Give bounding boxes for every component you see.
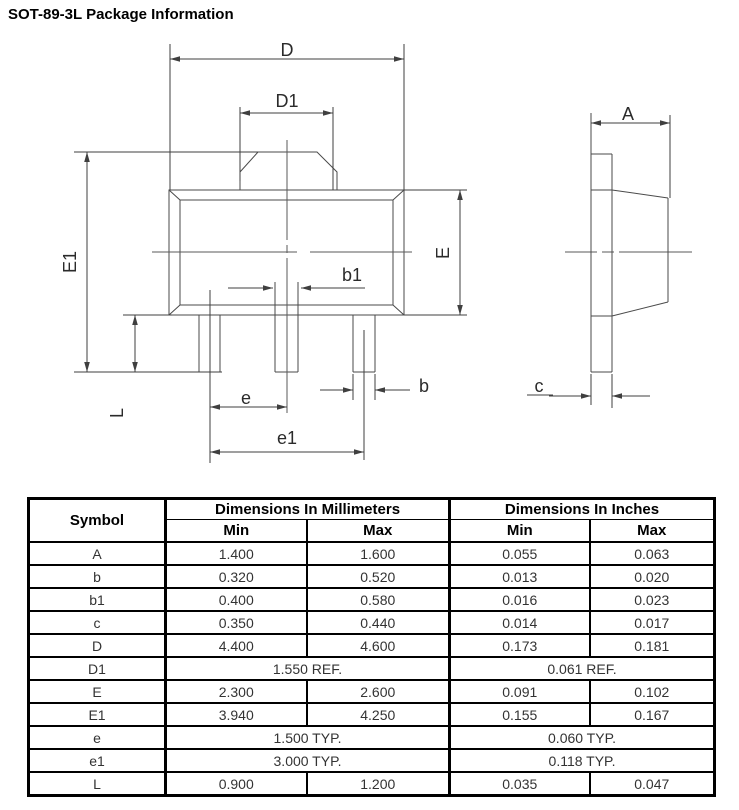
- cell-in-min: 0.055: [450, 542, 590, 565]
- cell-mm-max: 4.600: [307, 634, 450, 657]
- cell-in-max: 0.167: [590, 703, 715, 726]
- cell-in-min: 0.013: [450, 565, 590, 588]
- dim-label-A: A: [621, 104, 635, 124]
- cell-symbol: L: [29, 772, 166, 796]
- dim-label-D1: D1: [275, 91, 299, 111]
- cell-mm-min: 1.400: [166, 542, 307, 565]
- cell-mm-max: 1.600: [307, 542, 450, 565]
- cell-symbol: A: [29, 542, 166, 565]
- cell-symbol: c: [29, 611, 166, 634]
- dimension-A: [591, 104, 670, 198]
- col-header-inches: Dimensions In Inches: [450, 499, 715, 520]
- cell-mm-max: 4.250: [307, 703, 450, 726]
- cell-in-min: 0.035: [450, 772, 590, 796]
- dimension-b1: [228, 265, 365, 288]
- cell-in-span: 0.118 TYP.: [450, 749, 715, 772]
- page-title: SOT-89-3L Package Information: [8, 6, 234, 23]
- col-header-in-max: Max: [590, 520, 715, 543]
- cell-in-min: 0.155: [450, 703, 590, 726]
- table-row: [29, 772, 715, 796]
- table-row: [29, 542, 715, 565]
- col-header-in-min: Min: [450, 520, 590, 543]
- cell-symbol: E: [29, 680, 166, 703]
- col-header-symbol: Symbol: [29, 499, 166, 543]
- cell-mm-min: 4.400: [166, 634, 307, 657]
- cell-symbol: E1: [29, 703, 166, 726]
- cell-mm-max: 1.200: [307, 772, 450, 796]
- table-row: [29, 680, 715, 703]
- cell-mm-max: 2.600: [307, 680, 450, 703]
- cell-mm-min: 3.940: [166, 703, 307, 726]
- cell-in-max: 0.102: [590, 680, 715, 703]
- col-header-mm: Dimensions In Millimeters: [166, 499, 450, 520]
- cell-in-span: 0.061 REF.: [450, 657, 715, 680]
- cell-symbol: D1: [29, 657, 166, 680]
- side-view-outline: [591, 113, 668, 372]
- dimension-c: [527, 374, 650, 408]
- cell-mm-min: 0.320: [166, 565, 307, 588]
- dim-label-e1: e1: [276, 428, 298, 448]
- cell-symbol: e1: [29, 749, 166, 772]
- cell-mm-min: 0.900: [166, 772, 307, 796]
- cell-in-min: 0.091: [450, 680, 590, 703]
- dim-label-b1: b1: [341, 265, 363, 285]
- cell-mm-max: 0.520: [307, 565, 450, 588]
- table-row: [29, 565, 715, 588]
- cell-in-min: 0.173: [450, 634, 590, 657]
- cell-in-max: 0.023: [590, 588, 715, 611]
- cell-mm-span: 3.000 TYP.: [166, 749, 450, 772]
- cell-symbol: b1: [29, 588, 166, 611]
- dimension-L: [107, 315, 172, 418]
- cell-mm-span: 1.500 TYP.: [166, 726, 450, 749]
- dimension-b: [320, 374, 429, 400]
- cell-in-min: 0.016: [450, 588, 590, 611]
- dimension-E: [404, 190, 467, 315]
- cell-symbol: e: [29, 726, 166, 749]
- cell-mm-min: 2.300: [166, 680, 307, 703]
- cell-mm-min: 0.400: [166, 588, 307, 611]
- dimensions-table: [27, 497, 716, 797]
- cell-in-span: 0.060 TYP.: [450, 726, 715, 749]
- dim-label-E: E: [433, 246, 453, 260]
- table-row: [29, 634, 715, 657]
- cell-mm-min: 0.350: [166, 611, 307, 634]
- dimension-E1: [60, 152, 258, 372]
- table-row: [29, 749, 715, 772]
- table-row: [29, 657, 715, 680]
- cell-in-max: 0.020: [590, 565, 715, 588]
- tab-outline: [240, 152, 337, 190]
- cell-symbol: D: [29, 634, 166, 657]
- dim-label-E1: E1: [60, 250, 80, 274]
- dim-label-L: L: [107, 407, 127, 419]
- cell-in-max: 0.181: [590, 634, 715, 657]
- dim-label-b: b: [418, 376, 430, 396]
- dim-label-D: D: [280, 40, 294, 60]
- table-row: [29, 703, 715, 726]
- dim-label-c: c: [534, 376, 544, 396]
- col-header-mm-max: Max: [307, 520, 450, 543]
- cell-in-max: 0.047: [590, 772, 715, 796]
- cell-mm-max: 0.440: [307, 611, 450, 634]
- table-row: [29, 611, 715, 634]
- cell-in-max: 0.063: [590, 542, 715, 565]
- cell-symbol: b: [29, 565, 166, 588]
- col-header-mm-min: Min: [166, 520, 307, 543]
- cell-mm-max: 0.580: [307, 588, 450, 611]
- table-row: [29, 726, 715, 749]
- cell-in-min: 0.014: [450, 611, 590, 634]
- cell-mm-span: 1.550 REF.: [166, 657, 450, 680]
- cell-in-max: 0.017: [590, 611, 715, 634]
- table-row: [29, 588, 715, 611]
- dim-label-e: e: [240, 388, 252, 408]
